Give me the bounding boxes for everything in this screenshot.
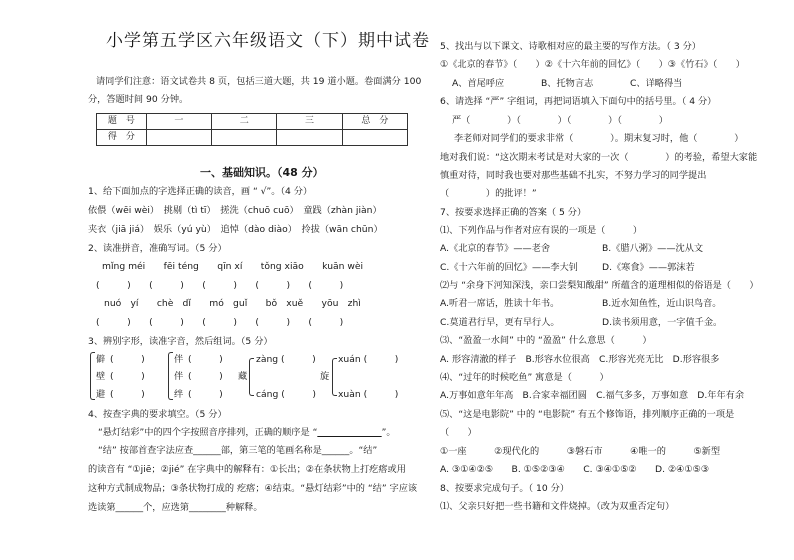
score-table (96, 113, 408, 146)
q3-blank[interactable]: ( ) (110, 389, 145, 400)
q4-line-1 (98, 428, 396, 437)
q3-char: 旋 (320, 371, 330, 382)
q7-2-option-c: C.莫道君行早，更有早行人。 (440, 317, 560, 328)
q7-4-options: A.万事如意年年高 B.合家幸福团圆 C.福气多多，万事如意 D.年年有余 (440, 390, 745, 401)
q2-pinyin-2: nuó yí chè dǐ mó guǐ bǒ xuě yōu zhì (104, 298, 361, 309)
brace-group-4 (332, 358, 337, 396)
q7-sub-3: ⑶、“盈盈一水间” 中的 “盈盈” 什么意思（ ） (440, 335, 652, 346)
q7-sub-5: ⑸、“这是电影院” 中的 “电影院” 有五个修饰语，排列顺序正确的一项是 (440, 409, 735, 420)
q7-1-option-a: A.《北京的春节》——老舍 (440, 243, 551, 254)
q3-blank[interactable]: zàng ( ) (256, 354, 316, 365)
score-input-cell[interactable] (146, 130, 211, 146)
q7-2-option-b: B.近水知鱼性，近山识鸟音。 (602, 298, 722, 309)
q7-3-options: A. 形容清澈的样子 B.形容水位很高 C.形容光亮无比 D.形容很多 (440, 354, 720, 365)
exam-title: 小学第五学区六年级语文（下）期中试卷 (106, 31, 430, 51)
q4-line-1-end: ”。 (381, 427, 396, 438)
q3-blank[interactable]: cáng ( ) (256, 389, 316, 400)
question-2: 2、读准拼音，准确写词。（5 分） (88, 243, 227, 254)
q3-blank[interactable]: xuán ( ) (338, 354, 399, 365)
q1-line-2: 夹衣（jiā jiá） 娱乐（yú yù） 追悼（dào diào） 拎拔（wān chūn） (88, 224, 383, 235)
score-cell: 题 号 (97, 114, 147, 130)
q3-blank[interactable]: ( ) (188, 371, 223, 382)
q7-sub-1: ⑴、下列作品与作者对应有误的一项是（ ） (440, 225, 643, 236)
q6-line-1[interactable]: 严（ ）（ ）（ ）（ ） (452, 115, 668, 126)
q7-sub-4: ⑷、“过年的时候吃鱼” 寓意是（ ） (440, 372, 609, 383)
score-table-header-row (97, 114, 408, 130)
question-4: 4、按查字典的要求填空。（5 分） (88, 409, 227, 420)
q3-char: 避 (96, 389, 106, 400)
q3-blank[interactable]: ( ) (110, 354, 145, 365)
score-cell: 二 (212, 114, 277, 130)
score-cell: 得 分 (97, 130, 147, 146)
q4-line-4: 这种方式制成物品；③条状物打成的 疙瘩；④结束。“悬灯结彩”中的 “结” 字应该 (88, 483, 418, 494)
q7-5-options: A. ③①④②⑤ B. ①⑤②③④ C. ③④①⑤② D. ②④①⑤③ (440, 464, 710, 475)
score-input-cell[interactable] (277, 130, 342, 146)
q1-line-1: 依偎（wēi wèi） 挑剔（tì tī） 搓洗（chuō cuō） 童践（zhàn jiàn） (88, 205, 382, 216)
score-cell: 总 分 (342, 114, 407, 130)
question-8: 8、按要求完成句子。（ 10 分） (440, 483, 570, 494)
q5-line-1: ①《北京的春节》（ ）②《十六年前的回忆》（ ）③《竹石》（ ） (440, 59, 745, 70)
brace-group-2 (168, 352, 173, 400)
q3-char: 僻 (96, 354, 106, 365)
q3-blank[interactable]: ( ) (110, 371, 145, 382)
question-6: 6、请选择 “严” 字组词，再把词语填入下面句中的括号里。（ 4 分） (440, 96, 717, 107)
q4-line-5: 选读第______个，应选第________种解释。 (88, 502, 263, 513)
q5-options: A、首尾呼应 B、托物言志 C、详略得当 (452, 78, 683, 89)
q7-5-words: ①一座 ②现代化的 ③磐石市 ④唯一的 ⑤新型 (440, 446, 721, 457)
intro-line-2: 分，答题时间 90 分钟。 (88, 94, 189, 105)
q6-line-2: 李老师对同学们的要求非常（ ）。期末复习时，他（ ） (454, 133, 744, 144)
question-1: 1、给下面加点的字选择正确的读音，画 “ √”。（4 分） (88, 186, 313, 197)
q7-1-option-d: D.《寒食》——郭沫若 (602, 262, 695, 273)
intro-line-1: 请同学们注意：语文试卷共 8 页，包括三道大题，共 19 道小题。卷面满分 100 (96, 76, 422, 87)
q7-1-option-c: C.《十六年前的回忆》——李大钊 (440, 262, 578, 273)
q3-blank[interactable]: ( ) (188, 354, 223, 365)
q6-line-3: 地对我们说：“这次期末考试是对大家的一次（ ）的考验，希望大家能 (440, 152, 758, 163)
score-input-cell[interactable] (342, 130, 407, 146)
section-1-heading: 一、基础知识。（48 分） (200, 166, 324, 179)
q7-sub-2: ⑵与 “余身下河知深浅，亲口尝梨知酸甜” 所蕴含的道理相似的俗语是（ ） (440, 280, 759, 291)
brace-group-3 (249, 358, 254, 396)
q3-blank[interactable]: xuàn ( ) (338, 389, 399, 400)
q7-1-option-b: B.《腊八粥》——沈从文 (602, 243, 704, 254)
q7-2-option-d: D.读书须用意，一字值千金。 (602, 317, 723, 328)
q3-blank[interactable]: ( ) (188, 389, 223, 400)
score-table-score-row (97, 130, 408, 146)
brace-group-1 (90, 352, 95, 400)
q2-blanks-2[interactable]: ( ) ( ) ( ) ( ) ( ) (96, 317, 344, 328)
q3-char: 藏 (238, 371, 248, 382)
q7-5-blank[interactable]: （ ） (440, 427, 477, 438)
order-blank[interactable] (317, 427, 381, 438)
q8-sub-1: ⑴、父亲只好把一些书籍和文件烧掉。（改为双重否定句） (440, 501, 675, 512)
q2-blanks-1[interactable]: ( ) ( ) ( ) ( ) ( ) (96, 280, 344, 291)
question-3: 3、辨别字形，读准字音，然后组词。（5 分） (88, 336, 273, 347)
q4-line-1-text: “悬灯结彩”中的四个字按照音序排列，正确的顺序是 “ (98, 427, 318, 438)
score-input-cell[interactable] (212, 130, 277, 146)
q3-char: 伴 (174, 371, 184, 382)
q4-line-2: “结” 按部首查字法应查______部，第三笔的笔画名称是______。“结” (98, 445, 378, 456)
question-5: 5、找出与以下课文、诗歌相对应的最主要的写作方法。（ 3 分） (440, 41, 701, 52)
q3-char: 伴 (174, 354, 184, 365)
q6-line-5: （ ）的批评！” (440, 188, 537, 199)
q3-char: 绊 (174, 389, 184, 400)
question-7: 7、按要求选择正确的答案（ 5 分） (440, 207, 587, 218)
q3-char: 壁 (96, 371, 106, 382)
q6-line-4: 慎重对待，同时我也要对那些基础不扎实，不努力学习的同学提出 (440, 170, 707, 181)
score-cell: 三 (277, 114, 342, 130)
q2-pinyin-1: mǐng méi fēi téng qīn xí tǒng xiāo kuān wèi (102, 261, 364, 272)
q4-line-3: 的读音有 “①jiē；②jié” 在字典中的解释有：①长出；②在条状物上打疙瘩或用 (88, 464, 406, 475)
score-cell: 一 (146, 114, 211, 130)
q7-2-option-a: A.听君一席话，胜读十年书。 (440, 298, 560, 309)
